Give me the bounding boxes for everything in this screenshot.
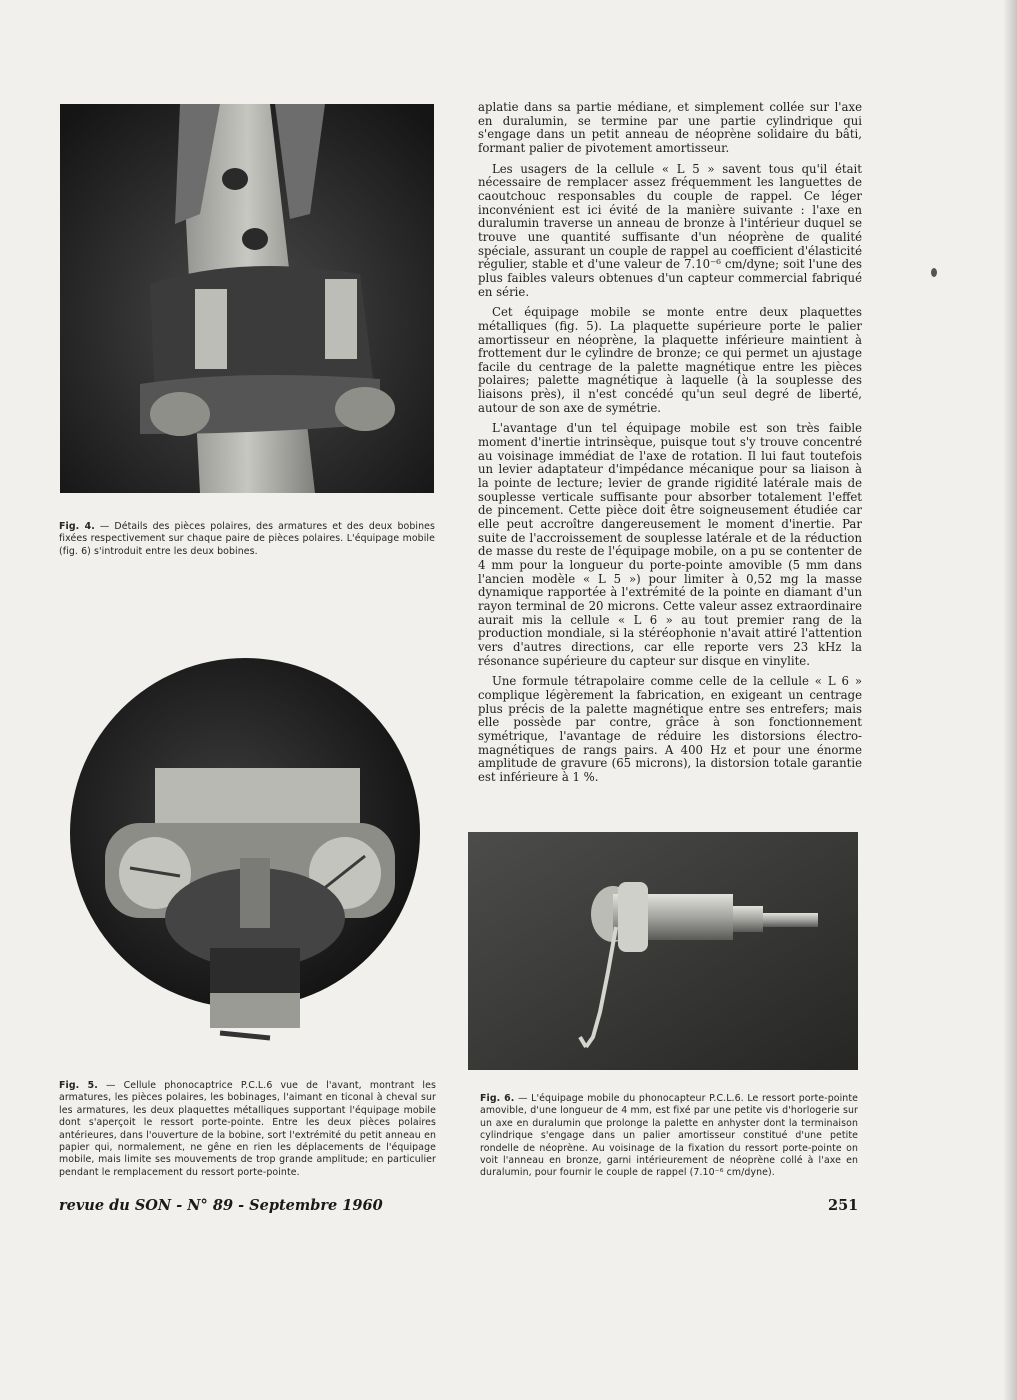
figure-5-label: Fig. 5. bbox=[59, 1080, 98, 1091]
page-shadow bbox=[1003, 0, 1017, 1400]
figure-6-caption-text: — L'équipage mobile du phonocapteur P.C.L.6. Le ressort porte-pointe amovible, d'une longueur de 4 mm, est fixé par une petite vis d'horlogerie sur un axe en duralumin que prolonge la palette en anhyster dont la terminaison cylindrique s'engage dans un palier amortisseur constitué d'une petite rondelle de néoprène. Au voisinage de la fixation du ressort porte-pointe on voit l'anneau en bronze, garni intérieurement de néoprène collé à l'axe en duralumin, pour fournir le couple de rappel (7.10⁻⁶ cm/dyne). bbox=[480, 1093, 858, 1179]
article-paragraph: Cet équipage mobile se monte entre deux plaquettes métalliques (fig. 5). La plaquette supérieure porte le palier amortisseur en néoprène, la plaquette inférieure maintient à frottement dur le cylindre de bronze; ce qui permet un ajustage facile du centrage de la palette magnétique entre les pièces polaires; palette magnétique à laquelle (à la souplesse des liaisons près), il n'est concédé qu'un seul degré de liberté, autour de son axe de symétrie. bbox=[478, 305, 862, 415]
article-paragraph: Les usagers de la cellule « L 5 » savent tous qu'il était nécessaire de remplacer assez fréquemment les languettes de caoutchouc responsables du couple de rappel. Ce léger inconvénient est ici évité de la manière suivante : l'axe en duralumin traverse un anneau de bronze à l'intérieur duquel se trouve une quantité suffisante d'un néoprène de qualité spéciale, assurant un couple de rappel au coefficient d'élasticité régulier, stable et d'une valeur de 7.10⁻⁶ cm/dyne; soit l'une des plus faibles valeurs obtenues d'un capteur commercial fabriqué en série. bbox=[478, 161, 862, 299]
article-paragraph: Une formule tétrapolaire comme celle de la cellule « L 6 » complique légèrement la fabrication, en exigeant un centrage plus précis de la palette magnétique entre ses entrefers; mais elle possède par contre, grâce à son fonctionnement symétrique, l'avantage de réduire les distorsions électro-magnétiques de rangs pairs. A 400 Hz et pour une énorme amplitude de gravure (65 microns), la distorsion totale garantie est inférieure à 1 %. bbox=[478, 674, 862, 784]
paper-blemish bbox=[931, 268, 937, 277]
figure-4-photo bbox=[60, 104, 434, 493]
figure-4-label: Fig. 4. bbox=[59, 521, 95, 532]
journal-footer: revue du SON - N° 89 - Septembre 1960 bbox=[59, 1197, 383, 1214]
figure-4-caption-text: — Détails des pièces polaires, des armatures et des deux bobines fixées respectivement sur chaque paire de pièces polaires. L'équipage mobile (fig. 6) s'introduit entre les deux bobines. bbox=[59, 521, 435, 557]
figure-5-photo bbox=[60, 618, 434, 1061]
figure-6-caption bbox=[480, 1093, 858, 1180]
page-number: 251 bbox=[828, 1197, 859, 1214]
figure-5-caption-text: — Cellule phonocaptrice P.C.L.6 vue de l'avant, montrant les armatures, les pièces polaires, les bobinages, l'aimant en ticonal à cheval sur les armatures, les deux plaquettes métalliques supportant l'équipage mobile dont s'aperçoit le ressort porte-pointe. Entre les deux pièces polaires antérieures, dans l'ouverture de la bobine, sort l'extrémité du petit anneau en papier qui, normalement, ne gêne en rien les déplacements de l'équipage mobile, mais limite ses mouvements de trop grande amplitude; en particulier pendant le remplacement du ressort porte-pointe. bbox=[59, 1080, 436, 1178]
article-paragraph: aplatie dans sa partie médiane, et simplement collée sur l'axe en duralumin, se termine par une partie cylindrique qui s'engage dans un petit anneau de néoprène solidaire du bâti, formant palier de pivotement amortisseur. bbox=[478, 100, 862, 155]
article-column bbox=[478, 101, 862, 792]
figure-5-caption bbox=[59, 1080, 436, 1179]
figure-6-photo bbox=[468, 832, 858, 1070]
article-paragraph: L'avantage d'un tel équipage mobile est son très faible moment d'inertie intrinsèque, puisque tout s'y trouve concentré au voisinage immédiat de l'axe de rotation. Il lui faut toutefois un levier adaptateur d'impédance mécanique pour sa liaison à la pointe de lecture; levier de grande rigidité latérale mais de souplesse verticale suffisante pour absorber totalement l'effet de pincement. Cette pièce doit être soigneusement étudiée car elle peut accroître dangereusement le moment d'inertie. Par suite de l'accroissement de souplesse latérale et de la réduction de masse du reste de l'équipage mobile, on a pu se contenter de 4 mm pour la longueur du porte-pointe amovible (5 mm dans l'ancien modèle « L 5 ») pour limiter à 0,52 mg la masse dynamique rapportée à l'extrémité de la pointe en diamant d'un rayon terminal de 20 microns. Cette valeur assez extraordinaire aurait mis la cellule « L 6 » au tout premier rang de la production mondiale, si la stéréophonie n'avait attiré l'attention vers d'autres directions, car elle reporte vers 23 kHz la résonance supérieure du capteur sur disque en vinylite. bbox=[478, 421, 862, 668]
figure-4-caption bbox=[59, 521, 435, 558]
figure-6-label: Fig. 6. bbox=[480, 1093, 515, 1104]
